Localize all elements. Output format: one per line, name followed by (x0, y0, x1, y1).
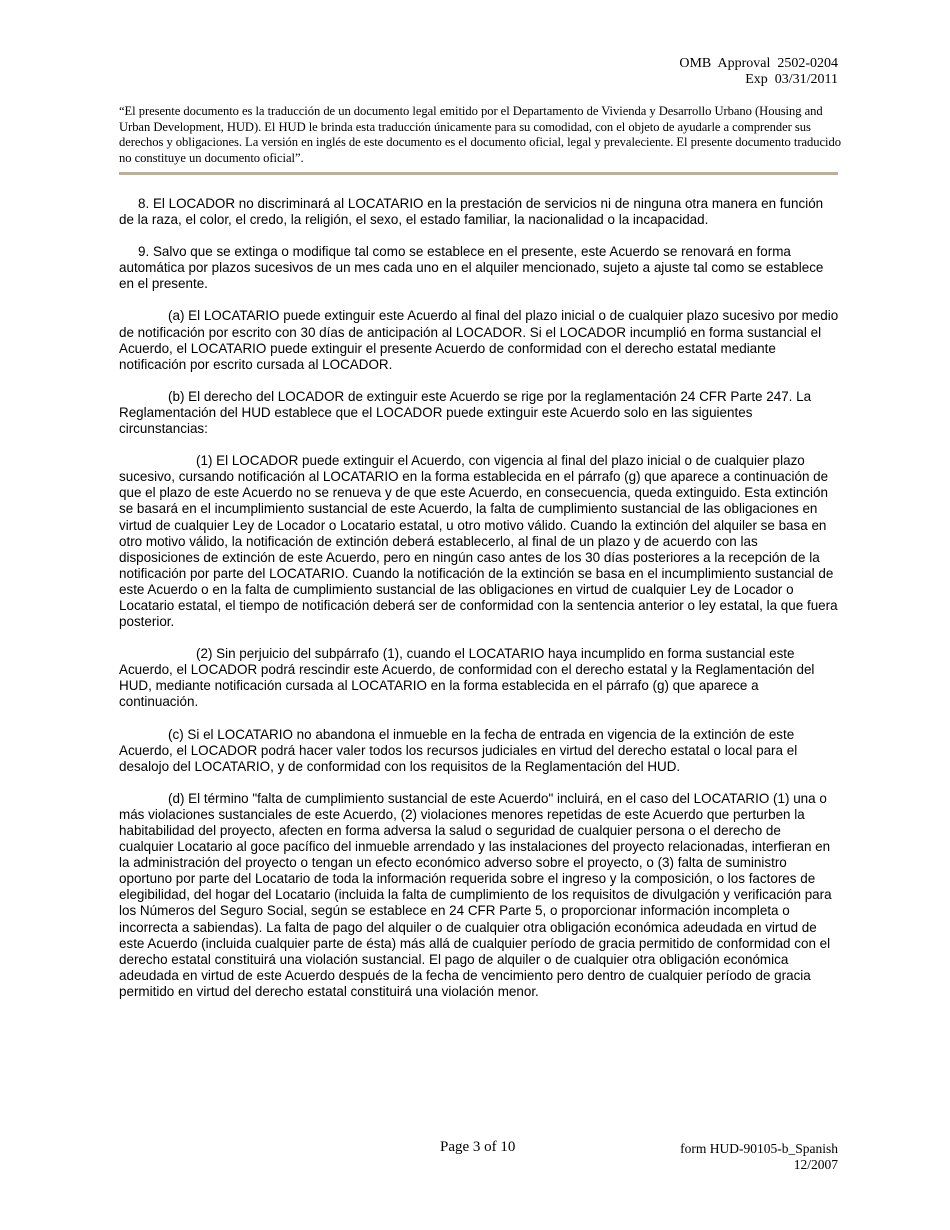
translation-disclaimer: “El presente documento es la traducción de un documento legal emitido por el Departamento de Vivienda y Desarrollo Urbano (Housing and Urban Development, HUD). El HUD le brinda esta traducción únicamente para su comodidad, con el objeto de ayudarle a comprender sus derechos y obligaciones. La versión en inglés de este documento es el documento oficial, legal y prevaleciente. El presente documento traducido no constituye un documento oficial”. (119, 104, 841, 165)
paragraph-9c: (c) Si el LOCATARIO no abandona el inmueble en la fecha de entrada en vigencia de la extinción de este Acuerdo, el LOCADOR podrá hacer valer todos los recursos judiciales en virtud del derecho estatal o local para el desalojo del LOCATARIO, y de conformidad con los requisitos de la Reglamentación del HUD. (119, 726, 798, 774)
paragraph-9: 9. Salvo que se extinga o modifique tal como se establece en el presente, este Acuerdo se renovará en forma automática por plazos sucesivos de un mes cada uno en el alquiler mencionado, sujeto a ajuste tal como se establece en el presente. (119, 244, 824, 292)
form-number: form HUD-90105-b_Spanish (680, 1141, 838, 1156)
form-date: 12/2007 (793, 1157, 838, 1172)
paragraph-9a: (a) El LOCATARIO puede extinguir este Acuerdo al final del plazo inicial o de cualquier plazo sucesivo por medio de notificación por escrito con 30 días de anticipación al LOCADOR. Si el LOCADOR incumplió en forma sustancial el Acuerdo, el LOCATARIO puede extinguir el presente Acuerdo de conformidad con el derecho estatal mediante notificación por escrito cursada al LOCADOR. (119, 308, 839, 372)
omb-approval-number: OMB Approval 2502-0204 (679, 56, 838, 71)
omb-approval-block (679, 56, 838, 88)
form-identifier (680, 1141, 838, 1173)
page-number: Page 3 of 10 (440, 1139, 516, 1155)
paragraph-9b1: (1) El LOCADOR puede extinguir el Acuerdo, con vigencia al final del plazo inicial o de cualquier plazo sucesivo, cursando notificación al LOCATARIO en la forma establecida en el párrafo (g) que aparece a continuación de que el plazo de este Acuerdo no se renueva y de que este Acuerdo, en consecuencia, queda extinguido. Esta extinción se basará en el incumplimiento sustancial de este Acuerdo, la falta de cumplimiento sustancial de las obligaciones en virtud de cualquier Ley de Locador o Locatario estatal, u otro motivo válido. Cuando la extinción del alquiler se basa en otro motivo válido, la notificación de extinción deberá establecerlo, al final de un plazo y de acuerdo con las disposiciones de extinción de este Acuerdo, pero en ningún caso antes de los 30 días posteriores a la recepción de la notificación por parte del LOCATARIO. Cuando la notificación de la extinción se basa en el incumplimiento sustancial de este Acuerdo o en la falta de cumplimiento sustancial de las obligaciones en virtud de cualquier Ley de Locador o Locatario estatal, el tiempo de notificación deberá ser de conformidad con la sentencia anterior o ley estatal, la que fuera posterior. (119, 453, 838, 630)
paragraph-9b2: (2) Sin perjuicio del subpárrafo (1), cuando el LOCATARIO haya incumplido en forma sustancial este Acuerdo, el LOCADOR podrá rescindir este Acuerdo, de conformidad con el derecho estatal y la Reglamentación del HUD, mediante notificación cursada al LOCATARIO en la forma establecida en el párrafo (g) que aparece a continuación. (119, 646, 815, 710)
paragraph-9d: (d) El término "falta de cumplimiento sustancial de este Acuerdo" incluirá, en el caso del LOCATARIO (1) una o más violaciones sustanciales de este Acuerdo, (2) violaciones menores repetidas de este Acuerdo que perturben la habitabilidad del proyecto, afecten en forma adversa la salud o seguridad de cualquier persona o el derecho de cualquier Locatario al goce pacífico del inmueble arrendado y las instalaciones del proyecto relacionadas, interfieran en la administración del proyecto o tengan un efecto económico adverso sobre el proyecto, o (3) falta de suministro oportuno por parte del Locatario de toda la información requerida sobre el ingreso y la composición, o los factores de elegibilidad, del hogar del Locatario (incluida la falta de cumplimiento de los requisitos de divulgación y verificación para los Números del Seguro Social, según se establece en 24 CFR Parte 5, o proporcionar información incompleta o incorrecta a sabiendas). La falta de pago del alquiler o de cualquier otra obligación económica adeudada en virtud de este Acuerdo (incluida cualquier parte de ésta) más allá de cualquier período de gracia permitido de conformidad con el derecho estatal constituirá una violación sustancial. El pago de alquiler o de cualquier otra obligación económica adeudada en virtud de este Acuerdo después de la fecha de vencimiento pero dentro de cualquier período de gracia permitido en virtud del derecho estatal constituirá una violación menor. (119, 790, 832, 999)
header-divider (119, 172, 838, 175)
paragraph-8: 8. El LOCADOR no discriminará al LOCATARIO en la prestación de servicios ni de ninguna otra manera en función de la raza, el color, el credo, la religión, el sexo, el estado familiar, la nacionalidad o la incapacidad. (119, 196, 824, 228)
agreement-body (119, 196, 839, 1016)
paragraph-9b: (b) El derecho del LOCADOR de extinguir este Acuerdo se rige por la reglamentación 24 CFR Parte 247. La Reglamentación del HUD establece que el LOCADOR puede extinguir este Acuerdo solo en las siguientes circunstancias: (119, 388, 812, 437)
omb-expiration: Exp 03/31/2011 (745, 72, 838, 87)
